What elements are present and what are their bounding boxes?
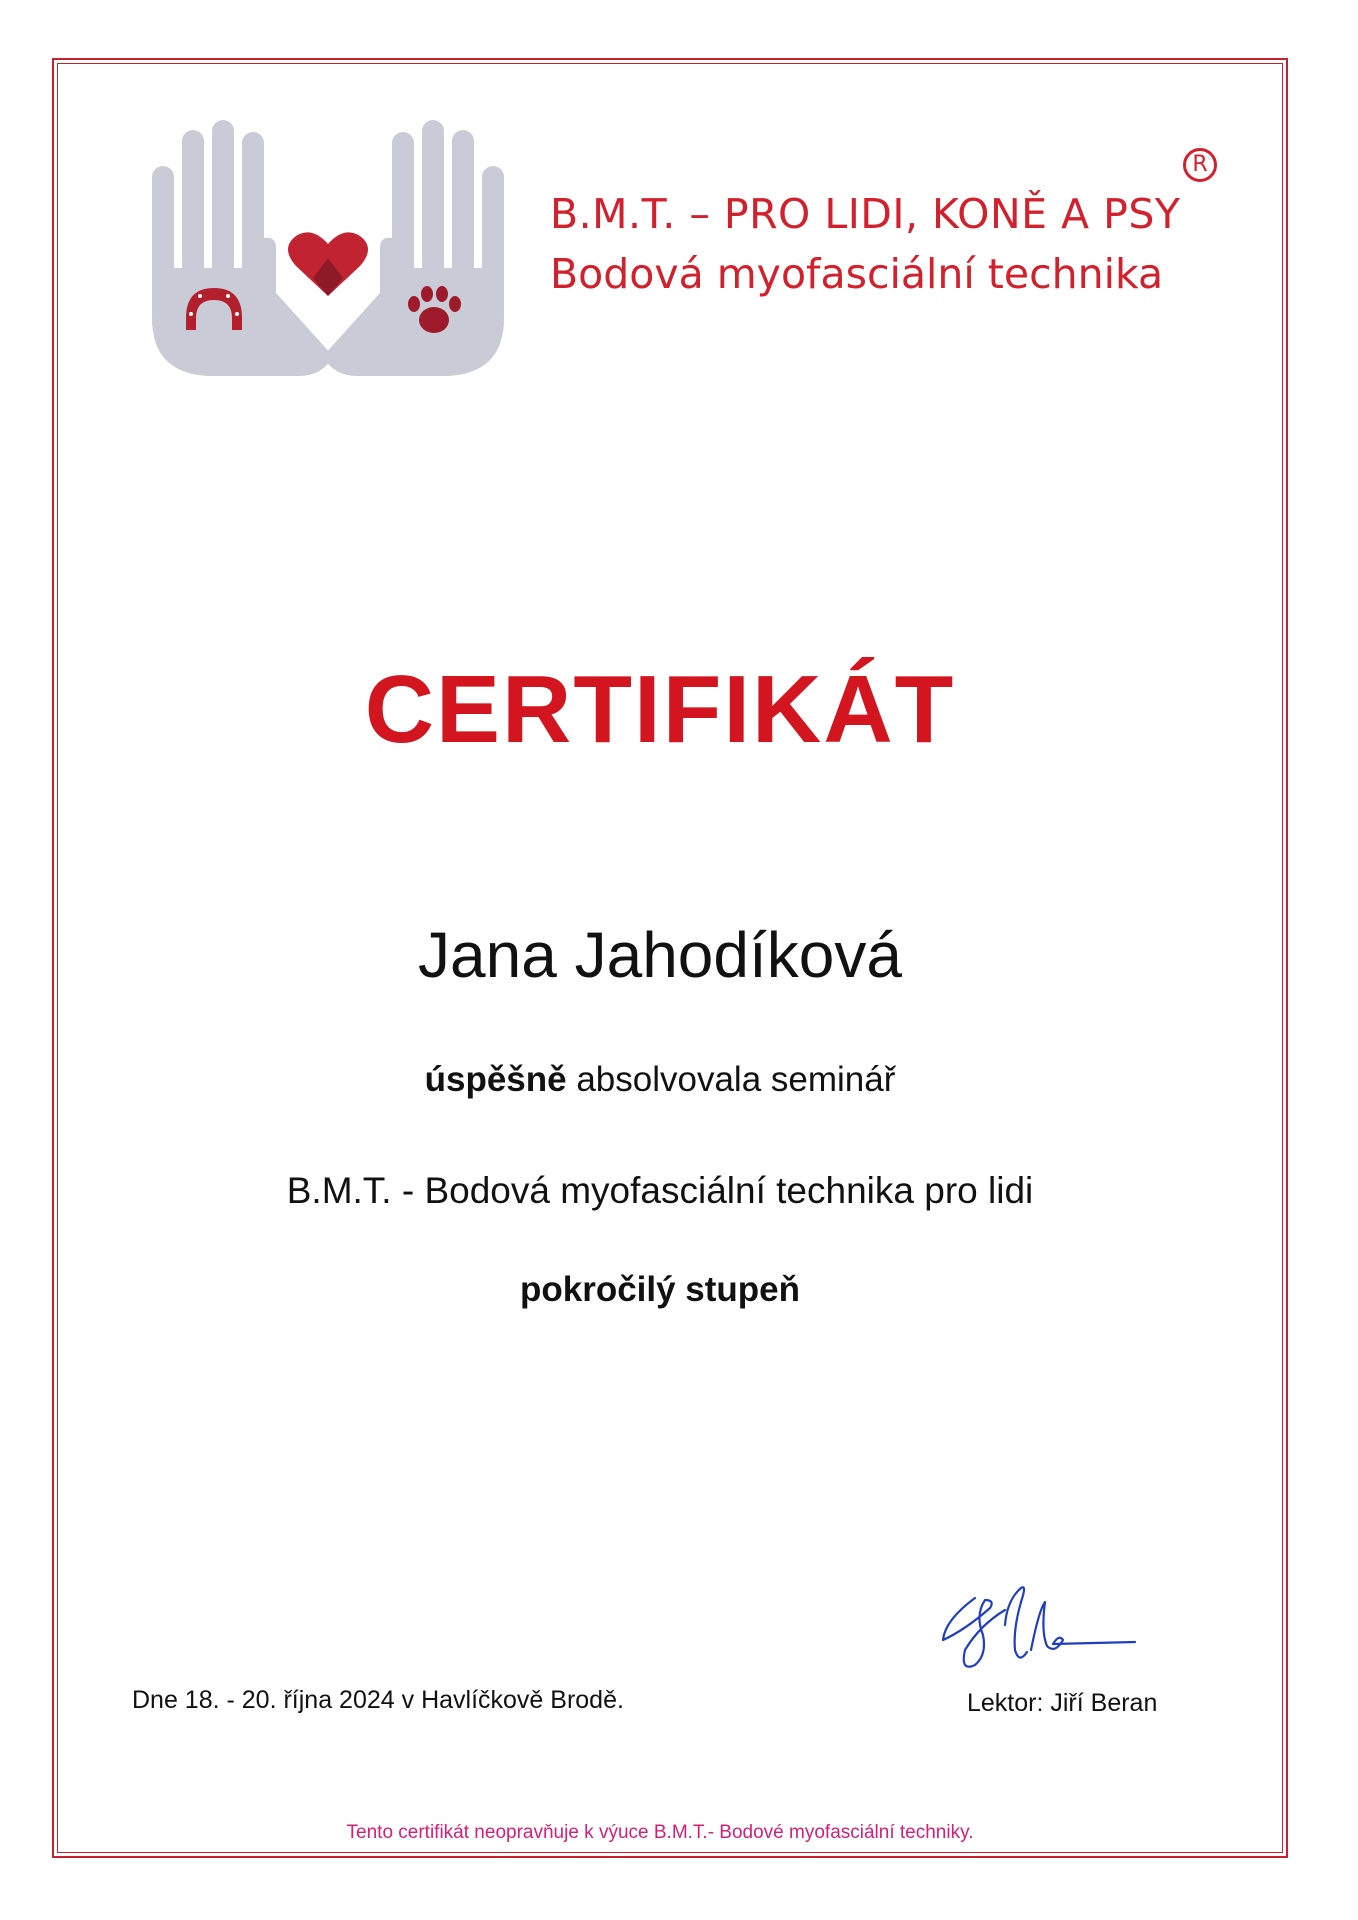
completion-emphasis: úspěšně bbox=[424, 1060, 567, 1099]
signature-icon bbox=[935, 1580, 1145, 1680]
course-name: B.M.T. - Bodová myofasciální technika pro lidi bbox=[286, 1170, 1034, 1211]
completion-text: absolvovala seminář bbox=[566, 1060, 896, 1099]
certificate-title: CERTIFIKÁT bbox=[364, 656, 956, 763]
brand-title: B.M.T. – PRO LIDI, KONĚ A PSY bbox=[550, 190, 1181, 238]
heart-icon bbox=[288, 232, 368, 296]
date-place: Dne 18. - 20. října 2024 v Havlíčkově Brodě. bbox=[132, 1686, 624, 1714]
brand-block bbox=[550, 190, 1180, 298]
course-level: pokročilý stupeň bbox=[519, 1270, 801, 1309]
disclaimer-note: Tento certifikát neopravňuje k výuce B.M.T.- Bodové myofasciální techniky. bbox=[346, 1822, 974, 1843]
hands-logo-icon bbox=[148, 118, 508, 378]
brand-subtitle: Bodová myofasciální technika bbox=[550, 250, 1164, 298]
completion-line bbox=[0, 1060, 1320, 1100]
lecturer-name: Lektor: Jiří Beran bbox=[967, 1689, 1158, 1717]
registered-icon: R bbox=[1183, 148, 1217, 182]
recipient-name: Jana Jahodíková bbox=[418, 919, 902, 991]
